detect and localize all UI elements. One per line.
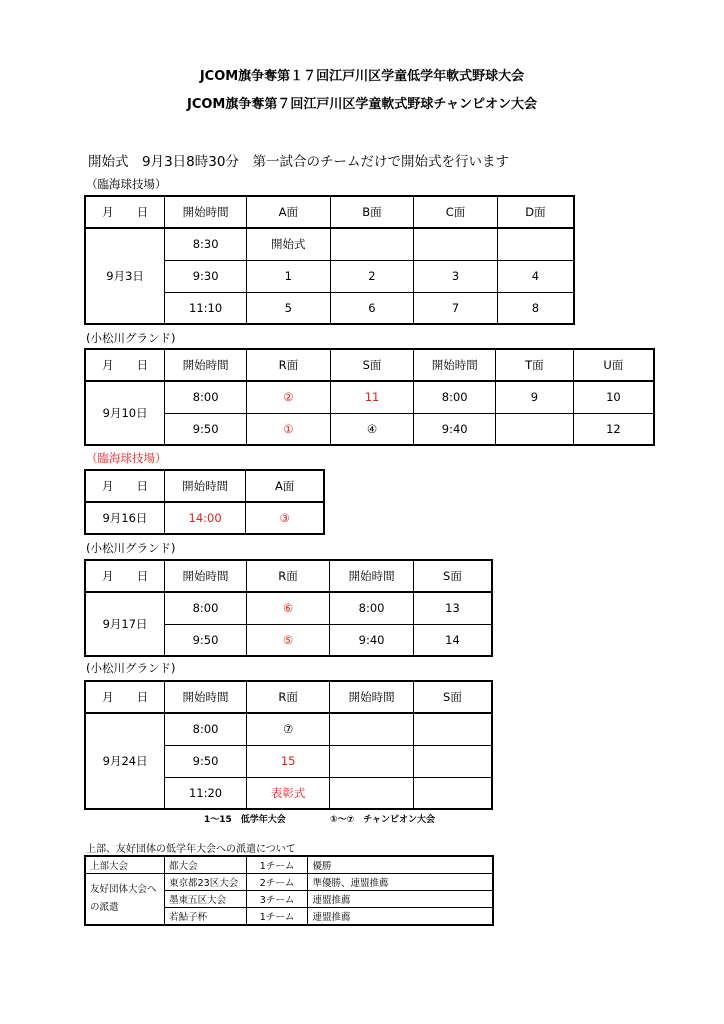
time-cell <box>330 777 414 809</box>
header-start-time: 開始時間 <box>330 560 414 592</box>
selection-cell: 連盟推薦 <box>308 891 493 908</box>
time-cell: 8:00 <box>330 592 414 624</box>
header-field-a: A面 <box>246 470 324 502</box>
table-row <box>85 413 654 445</box>
game-cell: ② <box>247 381 331 413</box>
header-field-r: R面 <box>246 560 330 592</box>
game-cell: 開始式 <box>246 228 330 260</box>
legend-champion: ①～⑦ チャンピオン大会 <box>330 815 435 825</box>
tournament-cell: 墨東五区大会 <box>165 891 247 908</box>
header-field-r: R面 <box>246 681 330 713</box>
game-cell: 15 <box>246 745 330 777</box>
time-cell: 8:00 <box>165 381 247 413</box>
game-cell: ⑤ <box>246 624 330 656</box>
table-row <box>85 228 574 260</box>
game-cell: 10 <box>573 381 654 413</box>
header-start-time: 開始時間 <box>165 560 247 592</box>
game-cell <box>413 777 492 809</box>
team-count-cell: 1チーム <box>246 908 308 926</box>
game-cell: 5 <box>246 292 330 324</box>
table-header-row <box>85 349 654 381</box>
venue-label: （臨海球技場） <box>86 451 167 465</box>
tournament-cell: 東京都23区大会 <box>165 874 247 891</box>
header-start-time: 開始時間 <box>330 681 414 713</box>
legend-junior: 1～15 低学年大会 <box>204 815 286 825</box>
time-cell: 9:50 <box>165 624 247 656</box>
game-cell: 11 <box>330 381 414 413</box>
tournament-cell: 都大会 <box>165 856 247 874</box>
game-cell <box>497 228 574 260</box>
game-cell: 3 <box>414 260 498 292</box>
table-header-row <box>85 681 492 713</box>
game-cell: ④ <box>330 413 414 445</box>
game-cell: 14 <box>413 624 492 656</box>
table-row <box>85 856 493 874</box>
date-cell: 9月10日 <box>85 381 165 445</box>
header-field-t: T面 <box>496 349 574 381</box>
date-cell: 9月24日 <box>85 713 165 809</box>
header-field-b: B面 <box>330 196 414 228</box>
schedule-table-sep16 <box>84 469 325 535</box>
selection-cell: 準優勝、連盟推薦 <box>308 874 493 891</box>
header-field-s: S面 <box>413 681 492 713</box>
header-start-time: 開始時間 <box>165 681 247 713</box>
category-cell: 友好団体大会への派遣 <box>85 874 165 926</box>
game-cell: ① <box>247 413 331 445</box>
header-date: 月 日 <box>85 681 165 713</box>
venue-label: (小松川グランド) <box>86 541 176 555</box>
game-cell: 4 <box>497 260 574 292</box>
header-start-time: 開始時間 <box>164 470 245 502</box>
game-cell: ⑥ <box>246 592 330 624</box>
game-cell: 2 <box>330 260 414 292</box>
time-cell: 9:50 <box>165 745 247 777</box>
time-cell: 11:20 <box>165 777 247 809</box>
time-cell: 9:30 <box>165 260 247 292</box>
schedule-table-sep24 <box>84 680 493 810</box>
header-field-r: R面 <box>247 349 331 381</box>
category-cell: 上部大会 <box>85 856 165 874</box>
time-cell: 8:00 <box>165 592 247 624</box>
sub-title: JCOM旗争奪第７回江戸川区学童軟式野球チャンピオン大会 <box>187 97 537 112</box>
game-cell: 1 <box>246 260 330 292</box>
table-row <box>85 713 492 745</box>
table-row <box>85 592 492 624</box>
tournament-cell: 若鮎子杯 <box>165 908 247 926</box>
time-cell: 8:00 <box>165 713 247 745</box>
schedule-table-sep10 <box>84 348 655 446</box>
date-cell: 9月16日 <box>85 502 164 534</box>
time-cell <box>330 713 414 745</box>
game-cell: 9 <box>496 381 574 413</box>
opening-ceremony-note: 開始式 9月3日8時30分 第一試合のチームだけで開始式を行います <box>88 154 509 170</box>
header-start-time: 開始時間 <box>165 196 247 228</box>
time-cell: 8:00 <box>414 381 496 413</box>
header-date: 月 日 <box>85 196 165 228</box>
table-row <box>85 502 324 534</box>
time-cell: 9:40 <box>330 624 414 656</box>
time-cell: 11:10 <box>165 292 247 324</box>
game-cell: 7 <box>414 292 498 324</box>
header-field-u: U面 <box>573 349 654 381</box>
header-start-time: 開始時間 <box>414 349 496 381</box>
table-row <box>85 874 493 891</box>
team-count-cell: 1チーム <box>246 856 308 874</box>
header-field-a: A面 <box>246 196 330 228</box>
time-cell: 14:00 <box>164 502 245 534</box>
dispatch-heading: 上部、友好団体の低学年大会への派遣について <box>86 844 296 855</box>
game-cell: 12 <box>573 413 654 445</box>
venue-label: (小松川グランド) <box>86 331 176 345</box>
game-cell <box>330 228 414 260</box>
selection-cell: 優勝 <box>308 856 493 874</box>
header-start-time: 開始時間 <box>165 349 247 381</box>
team-count-cell: 2チーム <box>246 874 308 891</box>
header-date: 月 日 <box>85 470 164 502</box>
venue-label: (小松川グランド) <box>86 661 176 675</box>
date-cell: 9月17日 <box>85 592 165 656</box>
time-cell: 9:40 <box>414 413 496 445</box>
header-field-c: C面 <box>414 196 498 228</box>
game-cell <box>414 228 498 260</box>
time-cell <box>330 745 414 777</box>
dispatch-table <box>84 855 494 926</box>
game-cell: ⑦ <box>246 713 330 745</box>
award-ceremony-cell: 表彰式 <box>246 777 330 809</box>
table-header-row <box>85 560 492 592</box>
header-field-d: D面 <box>497 196 574 228</box>
header-field-s: S面 <box>413 560 492 592</box>
time-cell: 9:50 <box>165 413 247 445</box>
table-row <box>85 381 654 413</box>
header-date: 月 日 <box>85 560 165 592</box>
venue-label: （臨海球技場） <box>86 177 167 191</box>
main-title: JCOM旗争奪第１７回江戸川区学童低学年軟式野球大会 <box>199 69 525 84</box>
table-header-row <box>85 196 574 228</box>
game-cell <box>413 713 492 745</box>
game-cell <box>496 413 574 445</box>
header-date: 月 日 <box>85 349 165 381</box>
table-header-row <box>85 470 324 502</box>
game-cell: ③ <box>246 502 324 534</box>
team-count-cell: 3チーム <box>246 891 308 908</box>
header-field-s: S面 <box>330 349 414 381</box>
date-cell: 9月3日 <box>85 228 165 324</box>
game-cell <box>413 745 492 777</box>
game-cell: 13 <box>413 592 492 624</box>
game-cell: 6 <box>330 292 414 324</box>
schedule-table-sep3 <box>84 195 575 325</box>
selection-cell: 連盟推薦 <box>308 908 493 926</box>
schedule-table-sep17 <box>84 559 493 657</box>
time-cell: 8:30 <box>165 228 247 260</box>
game-cell: 8 <box>497 292 574 324</box>
